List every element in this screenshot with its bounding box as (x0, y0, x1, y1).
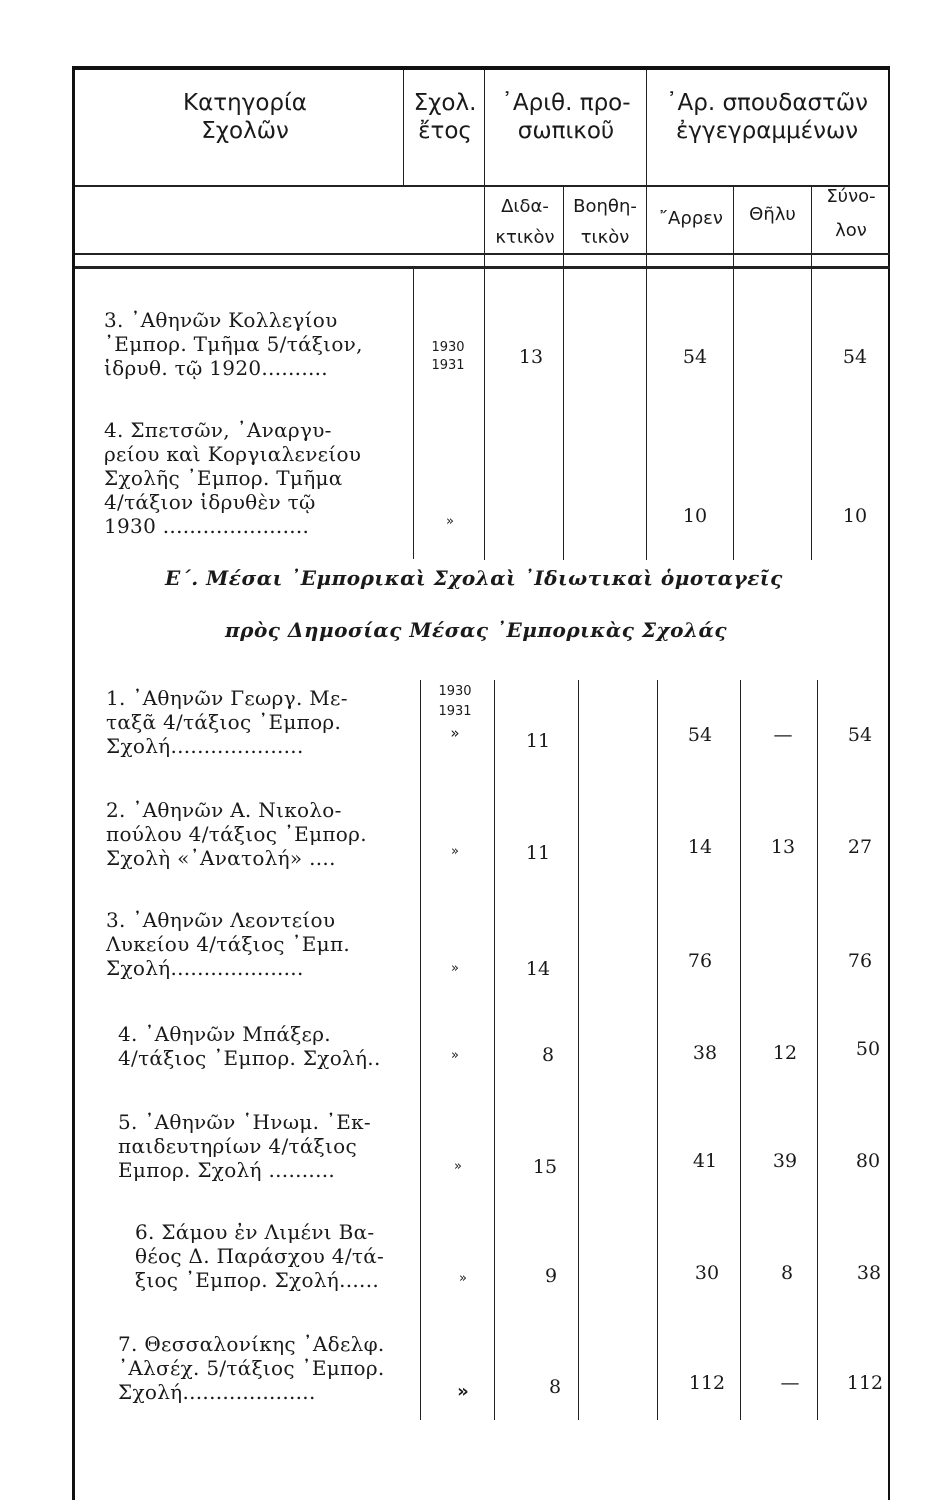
row-male: 30 (694, 1262, 720, 1284)
header-total: Σύνο- λον (826, 186, 876, 242)
row-name: 3. ᾿Αθηνῶν Κολλεγίου ᾿Εμπορ. Τμῆμα 5/τάξιον, ἱδρυθ. τῷ 1920.......... (104, 308, 363, 380)
row-female: — (773, 724, 793, 746)
row-female: 39 (772, 1150, 798, 1172)
row-total: 54 (842, 346, 868, 368)
row-name: 5. ᾿Αθηνῶν ῾Ηνωμ. ᾿Εκ- παιδευτηρίων 4/τάξιος Εμπορ. Σχολή .......... (118, 1110, 371, 1182)
header-bottom-rule (75, 253, 890, 255)
header-students: ᾿Αρ. σπουδαστῶν ἐγγεγραμμένων (665, 90, 869, 144)
col-rule-students (646, 70, 647, 560)
row-year: » (451, 844, 459, 859)
row-year: 1930 1931 » (438, 684, 472, 743)
col-rule-staff-2 (494, 680, 495, 1420)
row-year: » (451, 1048, 459, 1063)
row-female: 8 (780, 1262, 794, 1284)
row-teaching: 11 (525, 730, 551, 752)
row-teaching: 8 (548, 1376, 562, 1398)
col-rule-year-body (413, 269, 414, 559)
row-male: 38 (692, 1042, 718, 1064)
col-rule-female (733, 186, 734, 560)
row-name: 3. ᾿Αθηνῶν Λεοντείου Λυκείου 4/τάξιος ᾿Εμπ. Σχολή.................... (106, 908, 351, 980)
row-total: 10 (842, 505, 868, 527)
row-total: 27 (847, 836, 873, 858)
row-name: 7. Θεσσαλονίκης ᾿Αδελφ. ᾿Αλσέχ. 5/τάξιος ᾿Εμπορ. Σχολή.................... (118, 1332, 385, 1404)
row-year: » (454, 1159, 462, 1174)
row-year: » (451, 961, 459, 976)
row-male: 54 (687, 724, 713, 746)
row-male: 41 (692, 1150, 718, 1172)
row-name: 6. Σάμου ἐν Λιμένι Βα- θέος Δ. Παράσχου 4/τά- ξιος ᾿Εμπορ. Σχολή...... (135, 1220, 385, 1292)
row-teaching: 9 (544, 1265, 558, 1287)
row-total: 80 (855, 1150, 881, 1172)
row-teaching: 11 (525, 842, 551, 864)
row-year: » (446, 514, 454, 529)
row-male: 76 (687, 950, 713, 972)
row-male: 112 (688, 1372, 726, 1394)
header-category: Κατηγορία Σχολῶν (183, 90, 307, 144)
row-year: » (459, 1271, 467, 1286)
section-title-line-1: Ε΄. Μέσαι ᾿Εμπορικαὶ Σχολαὶ ᾿Ιδιωτικαὶ ὁμοταγεῖς (165, 566, 783, 590)
col-rule-year-body2 (420, 680, 421, 1420)
header-divider (75, 185, 890, 187)
row-male: 10 (682, 505, 708, 527)
row-total: 54 (847, 724, 873, 746)
header-staff: ᾿Αριθ. προ- σωπικοῦ (501, 90, 631, 144)
row-year: 1930 1931 (431, 340, 465, 373)
row-name: 1. ᾿Αθηνῶν Γεωργ. Με- ταξᾶ 4/τάξιος ᾿Εμπορ. Σχολή.................... (106, 686, 348, 758)
row-total: 112 (846, 1372, 884, 1394)
row-female: 13 (770, 836, 796, 858)
header-year: Σχολ. ἔτος (413, 90, 477, 144)
row-male: 54 (682, 346, 708, 368)
row-total: 38 (856, 1262, 882, 1284)
col-rule-female-2 (740, 680, 741, 1420)
header-bottom-rule-2 (75, 266, 890, 269)
row-name: 4. ᾿Αθηνῶν Μπάξερ. 4/τάξιος ᾿Εμπορ. Σχολή.. (118, 1022, 381, 1070)
col-rule-year (403, 70, 404, 185)
row-teaching: 15 (532, 1156, 558, 1178)
header-female: Θῆλυ (749, 204, 796, 225)
header-teaching: Διδα- κτικὸν (495, 196, 555, 248)
row-female: 12 (772, 1042, 798, 1064)
row-teaching: 8 (541, 1044, 555, 1066)
row-year: » (457, 1381, 469, 1402)
section-title-line-2: πρὸς Δημοσίας Μέσας ᾿Εμπορικὰς Σχολάς (225, 618, 728, 642)
row-teaching: 14 (525, 958, 551, 980)
row-total: 50 (855, 1038, 881, 1060)
row-teaching: 13 (518, 346, 544, 368)
header-male: ῎Αρρεν (659, 208, 723, 229)
col-rule-students-2 (657, 680, 658, 1420)
row-female: — (780, 1372, 800, 1394)
row-name: 2. ᾿Αθηνῶν Α. Νικολο- πούλου 4/τάξιος ᾿Εμπορ. Σχολὴ «᾿Ανατολή» .... (106, 798, 367, 870)
row-male: 14 (687, 836, 713, 858)
row-total: 76 (847, 950, 873, 972)
header-support: Βοηθη- τικὸν (573, 196, 637, 248)
row-name: 4. Σπετσῶν, ᾿Αναργυ- ρείου καὶ Κοργιαλενείου Σχολῆς ᾿Εμπορ. Τμῆμα 4/τάξιον ἱδρυθὲν τῷ 1930 ...................... (104, 418, 362, 538)
